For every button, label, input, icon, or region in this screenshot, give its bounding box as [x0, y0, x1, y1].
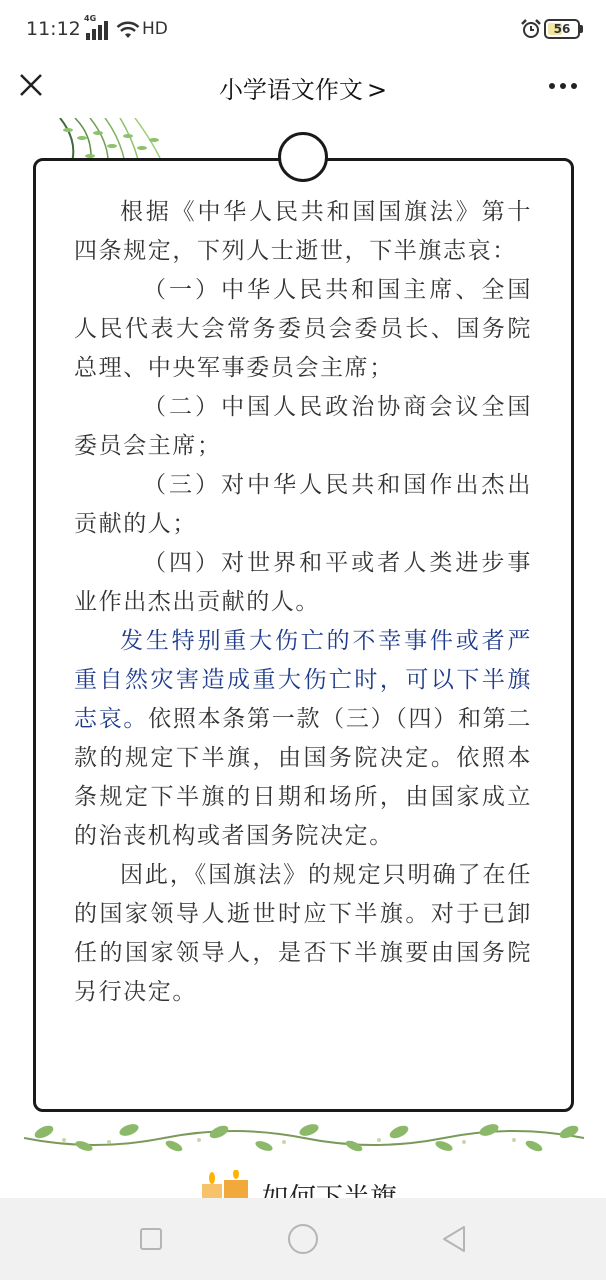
battery-icon — [544, 19, 580, 39]
account-name: 小学语文作文 — [218, 76, 363, 104]
article-paragraph — [74, 622, 532, 856]
account-title[interactable] — [0, 70, 606, 105]
network-type: 4G — [84, 14, 97, 23]
top-nav-bar — [0, 60, 606, 120]
battery-tip — [580, 25, 583, 33]
article-paragraph: （四）对世界和平或者人类进步事业作出杰出贡献的人。 — [74, 550, 532, 615]
article-paragraph: 根据《中华人民共和国国旗法》第十四条规定，下列人士逝世，下半旗志哀： — [74, 199, 532, 264]
status-time: 11:12 — [26, 18, 81, 40]
paragraph-continuation: 依照本条第一款（三）（四）和第二款的规定下半旗，由国务院决定。依照本条规定下半旗的日期和场所，由国家成立的治丧机构或者国务院决定。 — [74, 706, 532, 849]
status-bar — [0, 0, 606, 60]
back-triangle-icon[interactable] — [440, 1224, 468, 1254]
system-navigation-bar — [0, 1198, 606, 1280]
article-paragraph: （三）对中华人民共和国作出杰出贡献的人； — [74, 472, 532, 537]
square-icon[interactable] — [140, 1228, 162, 1250]
more-icon[interactable] — [548, 82, 578, 90]
signal-icon — [84, 20, 110, 40]
card-ring-decoration — [278, 132, 328, 182]
article-paragraph: 因此，《国旗法》的规定只明确了在任的国家领导人逝世时应下半旗。对于已卸任的国家领导人，是否下半旗要由国务院另行决定。 — [74, 862, 532, 1005]
wifi-icon — [116, 20, 140, 40]
vine-divider — [24, 1118, 584, 1158]
article-paragraph: （一）中华人民共和国主席、全国人民代表大会常务委员会委员长、国务院总理、中央军事委员会主席； — [74, 277, 532, 381]
article-body — [74, 193, 532, 1012]
battery-percent: 56 — [553, 22, 571, 36]
circle-icon[interactable] — [288, 1224, 318, 1254]
highlighted-text: 发生特别重大伤亡的不幸事件或者严重自然灾害造成重大伤亡时，可以下半旗志哀。 — [74, 628, 532, 732]
alarm-icon — [520, 18, 542, 40]
chevron-right-icon: > — [366, 76, 388, 104]
hd-indicator: HD — [142, 19, 168, 39]
article-paragraph: （二）中国人民政治协商会议全国委员会主席； — [74, 394, 532, 459]
